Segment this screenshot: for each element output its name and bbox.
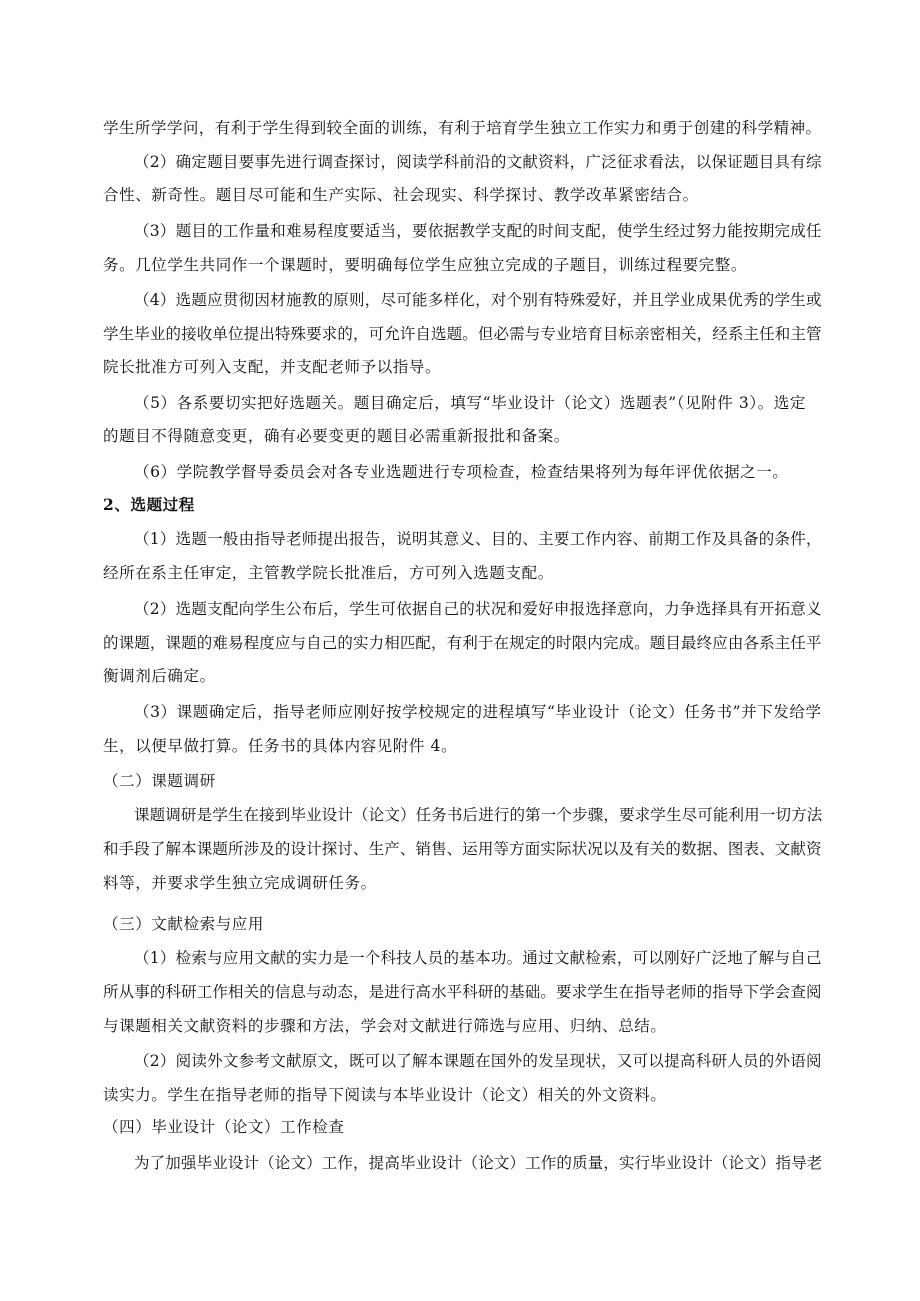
text-line: 的课题，课题的难易程度应与自己的实力相匹配，有利于在规定的时限内完成。题目最终应由各系主任平: [103, 634, 822, 652]
text-line: 的题目不得随意变更，确有必要变更的题目必需重新报批和备案。: [103, 427, 570, 445]
section-heading: （二）课题调研: [103, 772, 216, 790]
text-line: （4）选题应贯彻因材施教的原则，尽可能多样化，对个别有特殊爱好，并且学业成果优秀的学生或: [134, 291, 822, 309]
section-heading: （三）文献检索与应用: [103, 915, 265, 933]
text-line: 和手段了解本课题所涉及的设计探讨、生产、销售、运用等方面实际状况以及有关的数据、图表、文献资: [103, 840, 822, 858]
text-line: （1）检索与应用文献的实力是一个科技人员的基本功。通过文献检索，可以刚好广泛地了解与自己: [134, 949, 822, 967]
text-line: 衡调剂后确定。: [103, 667, 216, 685]
section-heading: 2、选题过程: [103, 495, 195, 514]
text-line: 务。几位学生共同作一个课题时，要明确每位学生应独立完成的子题目，训练过程要完整。: [103, 256, 748, 274]
text-line: 学生毕业的接收单位提出特殊要求的，可允许自选题。但必需与专业培育目标亲密相关，经系主任和主管: [103, 325, 822, 343]
text-line: 院长批准方可列入支配，并支配老师予以指导。: [103, 358, 442, 376]
text-line: （2）确定题目要事先进行调查探讨，阅读学科前沿的文献资料，广泛征求看法，以保证题目具有综: [134, 153, 822, 171]
text-line: （2）阅读外文参考文献原文，既可以了解本课题在国外的发呈现状，又可以提高科研人员的外语阅: [134, 1052, 822, 1070]
text-line: （3）题目的工作量和难易程度要适当，要依据教学支配的时间支配，使学生经过努力能按期完成任: [134, 222, 822, 240]
section-heading: （四）毕业设计（论文）工作检查: [103, 1118, 345, 1136]
text-line: 所从事的科研工作相关的信息与动态，是进行高水平科研的基础。要求学生在指导老师的指导下学会查阅: [103, 983, 822, 1001]
text-line: 合性、新奇性。题目尽可能和生产实际、社会现实、科学探讨、教学改革紧密结合。: [103, 186, 699, 204]
text-line: 料等，并要求学生独立完成调研任务。: [103, 874, 377, 892]
text-line: （3）课题确定后，指导老师应刚好按学校规定的进程填写“毕业设计（论文）任务书”并下发给学: [134, 703, 822, 721]
text-line: 经所在系主任审定，主管教学院长批准后，方可列入选题支配。: [103, 564, 554, 582]
text-line: 为了加强毕业设计（论文）工作，提高毕业设计（论文）工作的质量，实行毕业设计（论文）指导老: [134, 1154, 823, 1172]
text-line: 与课题相关文献资料的步骤和方法，学会对文献进行筛选与应用、归纳、总结。: [103, 1017, 667, 1035]
text-line: 课题调研是学生在接到毕业设计（论文）任务书后进行的第一个步骤，要求学生尽可能利用一切方法: [134, 806, 823, 824]
text-line: （2）选题支配向学生公布后，学生可依据自己的状况和爱好申报选择意向，力争选择具有开拓意义: [134, 600, 822, 618]
text-line: （1）选题一般由指导老师提出报告，说明其意义、目的、主要工作内容、前期工作及具备的条件，: [134, 530, 822, 548]
text-line: 生，以便早做打算。任务书的具体内容见附件 4。: [103, 737, 458, 755]
text-line: （5）各系要切实把好选题关。题目确定后，填写“毕业设计（论文）选题表”（见附件 3）。选定: [134, 394, 807, 412]
text-line: 学生所学学问，有利于学生得到较全面的训练，有利于培育学生独立工作实力和勇于创建的科学精神。: [103, 119, 822, 137]
text-line: 读实力。学生在指导老师的指导下阅读与本毕业设计（论文）相关的外文资料。: [103, 1086, 667, 1104]
text-line: （6）学院教学督导委员会对各专业选题进行专项检查，检查结果将列为每年评优依据之一。: [134, 463, 789, 481]
